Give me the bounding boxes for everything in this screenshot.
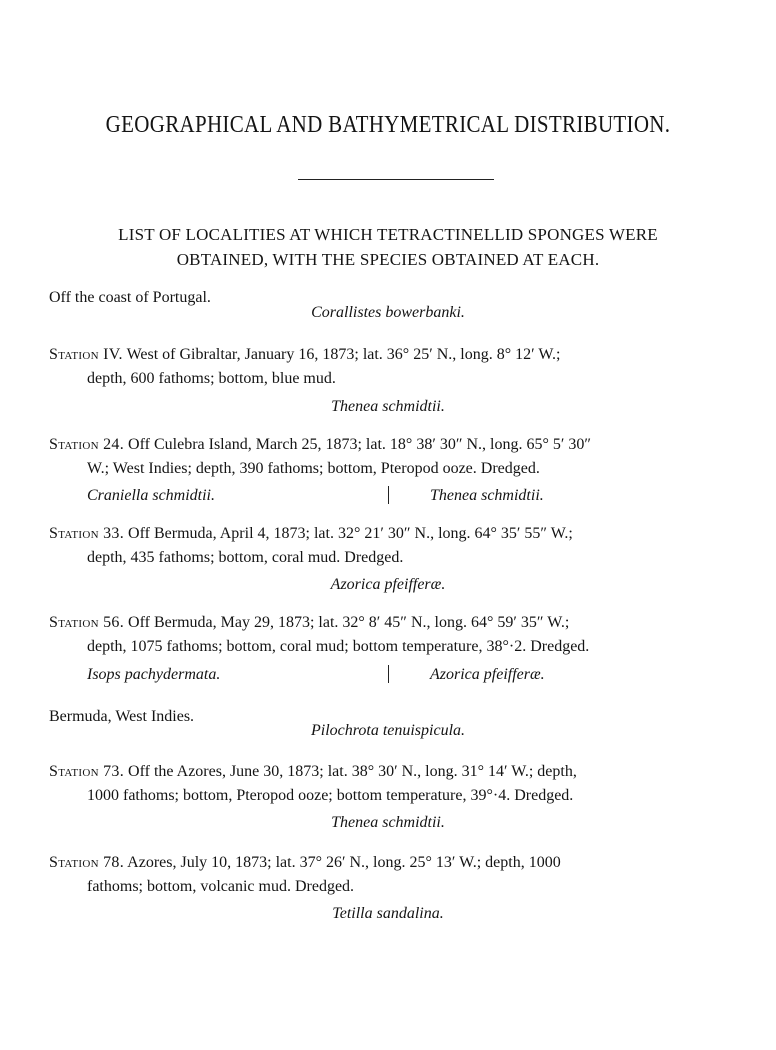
station-details-line-1: Azores, July 10, 1873; lat. 37° 26′ N., long. 25° 13′ W.; depth, 1000 <box>127 854 561 871</box>
species-craniella: Craniella schmidtii. <box>87 487 215 504</box>
station-label: Station 56. <box>49 614 125 631</box>
station-56-entry <box>49 611 729 659</box>
page-title: GEOGRAPHICAL AND BATHYMETRICAL DISTRIBUTION. <box>105 110 671 138</box>
station-details-line-2: fathoms; bottom, volcanic mud. Dredged. <box>87 878 355 895</box>
species-azorica-33: Azorica pfeifferæ. <box>330 576 446 593</box>
station-details-line-1: West of Gibraltar, January 16, 1873; lat. 36° 25′ N., long. 8° 12′ W.; <box>126 346 561 363</box>
column-separator <box>388 665 389 683</box>
species-pilochrota: Pilochrota tenuispicula. <box>310 722 466 739</box>
list-subtitle <box>60 222 716 272</box>
station-label: Station 73. <box>49 763 125 780</box>
station-label: Station 33. <box>49 525 125 542</box>
station-iv-entry <box>49 343 729 391</box>
species-thenea-iv: Thenea schmidtii. <box>331 398 445 415</box>
species-azorica-56: Azorica pfeifferæ. <box>430 666 545 683</box>
station-details-line-2: depth, 435 fathoms; bottom, coral mud. Dredged. <box>87 549 404 566</box>
station-details-line-1: Off Culebra Island, March 25, 1873; lat. 18° 38′ 30″ N., long. 65° 5′ 30″ <box>128 436 592 453</box>
locality-portugal: Off the coast of Portugal. <box>49 289 211 306</box>
station-details-line-1: Off Bermuda, May 29, 1873; lat. 32° 8′ 45″ N., long. 64° 59′ 35″ W.; <box>128 614 570 631</box>
title-rule <box>298 179 494 180</box>
species-corallistes: Corallistes bowerbanki. <box>311 304 465 321</box>
station-73-entry <box>49 760 729 808</box>
station-78-entry <box>49 851 729 899</box>
column-separator <box>388 486 389 504</box>
station-33-entry <box>49 522 729 570</box>
station-details-line-2: depth, 600 fathoms; bottom, blue mud. <box>87 370 336 387</box>
species-thenea-73: Thenea schmidtii. <box>331 814 445 831</box>
locality-bermuda: Bermuda, West Indies. <box>49 708 195 725</box>
subtitle-line-1: LIST OF LOCALITIES AT WHICH TETRACTINELLID SPONGES WERE <box>118 225 658 244</box>
species-isops: Isops pachydermata. <box>87 666 221 683</box>
station-details-line-2: depth, 1075 fathoms; bottom, coral mud; bottom temperature, 38°·2. Dredged. <box>87 638 590 655</box>
station-details-line-1: Off Bermuda, April 4, 1873; lat. 32° 21′ 30″ N., long. 64° 35′ 55″ W.; <box>128 525 573 542</box>
station-label: Station 24. <box>49 436 125 453</box>
species-thenea-24: Thenea schmidtii. <box>430 487 544 504</box>
station-label: Station IV. <box>49 346 123 363</box>
species-tetilla: Tetilla sandalina. <box>332 905 444 922</box>
station-details-line-1: Off the Azores, June 30, 1873; lat. 38° 30′ N., long. 31° 14′ W.; depth, <box>128 763 577 780</box>
subtitle-line-2: OBTAINED, WITH THE SPECIES OBTAINED AT EACH. <box>176 250 600 269</box>
station-label: Station 78. <box>49 854 125 871</box>
station-details-line-2: W.; West Indies; depth, 390 fathoms; bottom, Pteropod ooze. Dredged. <box>87 460 540 477</box>
station-details-line-2: 1000 fathoms; bottom, Pteropod ooze; bottom temperature, 39°·4. Dredged. <box>87 787 574 804</box>
station-24-entry <box>49 433 729 481</box>
